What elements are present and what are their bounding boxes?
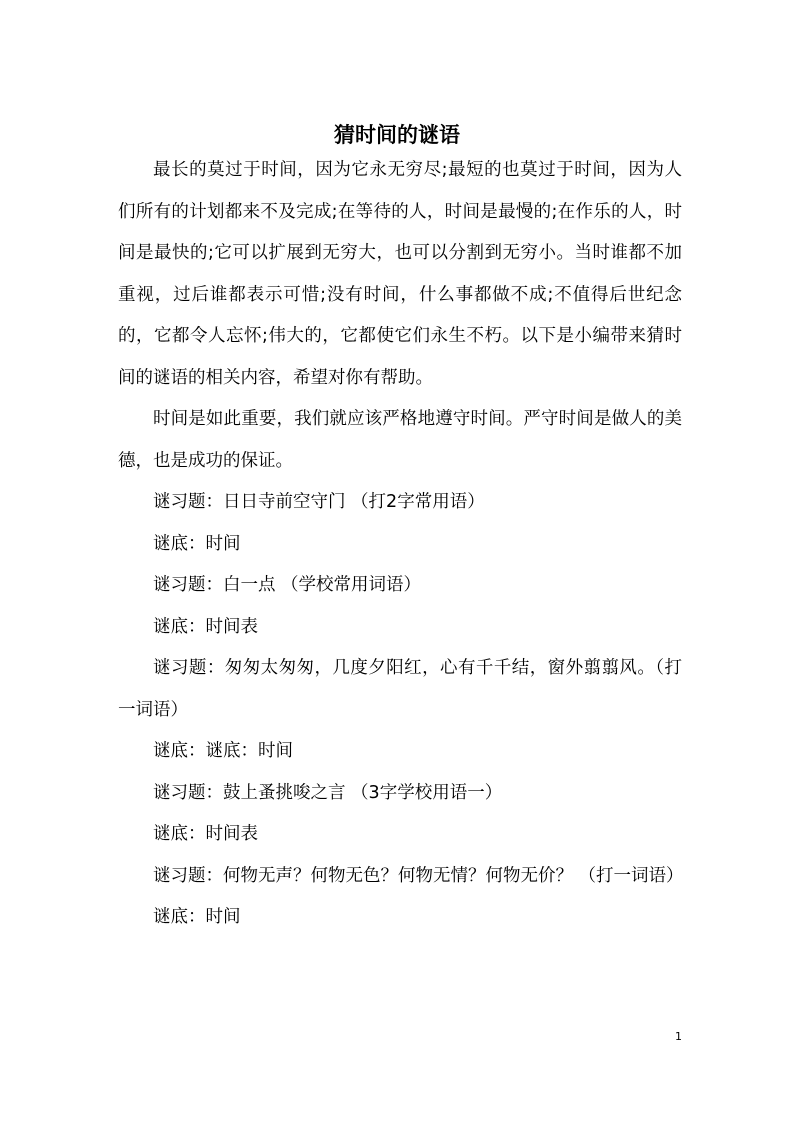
riddle-answer-5: 谜底：时间	[153, 907, 241, 927]
riddle-answer-1: 谜底：时间	[153, 533, 241, 554]
paragraph-intro: 最长的莫过于时间，因为它永无穷尽;最短的也莫过于时间，因为人们所有的计划都来不及完成;在等待的人，时间是最慢的;在作乐的人，时间是最快的;它可以扩展到无穷大，也可以分割到无穷小。当时谁都不加重视，过后谁都表示可惜;没有时间，什么事都做不成;不值得后世纪念的，它都令人忘怀;伟大的，它都使它们永生不朽。以下是小编带来猜时间的谜语的相关内容，希望对你有帮助。	[118, 160, 682, 388]
riddle-question-1: 谜习题：日日寺前空守门 （打2字常用语）	[153, 492, 485, 512]
riddle-question-3: 谜习题：匆匆太匆匆，几度夕阳红，心有千千结，窗外翦翦风。（打一词语）	[118, 658, 682, 720]
paragraph-importance: 时间是如此重要，我们就应该严格地遵守时间。严守时间是做人的美德，也是成功的保证。	[118, 409, 682, 471]
riddle-answer-3: 谜底：谜底：时间	[153, 741, 293, 761]
riddle-question-4: 谜习题：鼓上蚤挑唆之言 （3字学校用语一）	[153, 782, 503, 803]
riddle-question-5: 谜习题：何物无声？何物无色？何物无情？何物无价？ （打一词语）	[153, 865, 684, 886]
document-title: 猜时间的谜语	[334, 123, 460, 147]
riddle-answer-2: 谜底：时间表	[153, 616, 258, 637]
page-number: 1	[675, 1030, 682, 1043]
riddle-answer-4: 谜底：时间表	[153, 824, 258, 844]
document-body	[118, 150, 682, 939]
riddle-question-2: 谜习题：白一点 （学校常用词语）	[153, 575, 422, 595]
